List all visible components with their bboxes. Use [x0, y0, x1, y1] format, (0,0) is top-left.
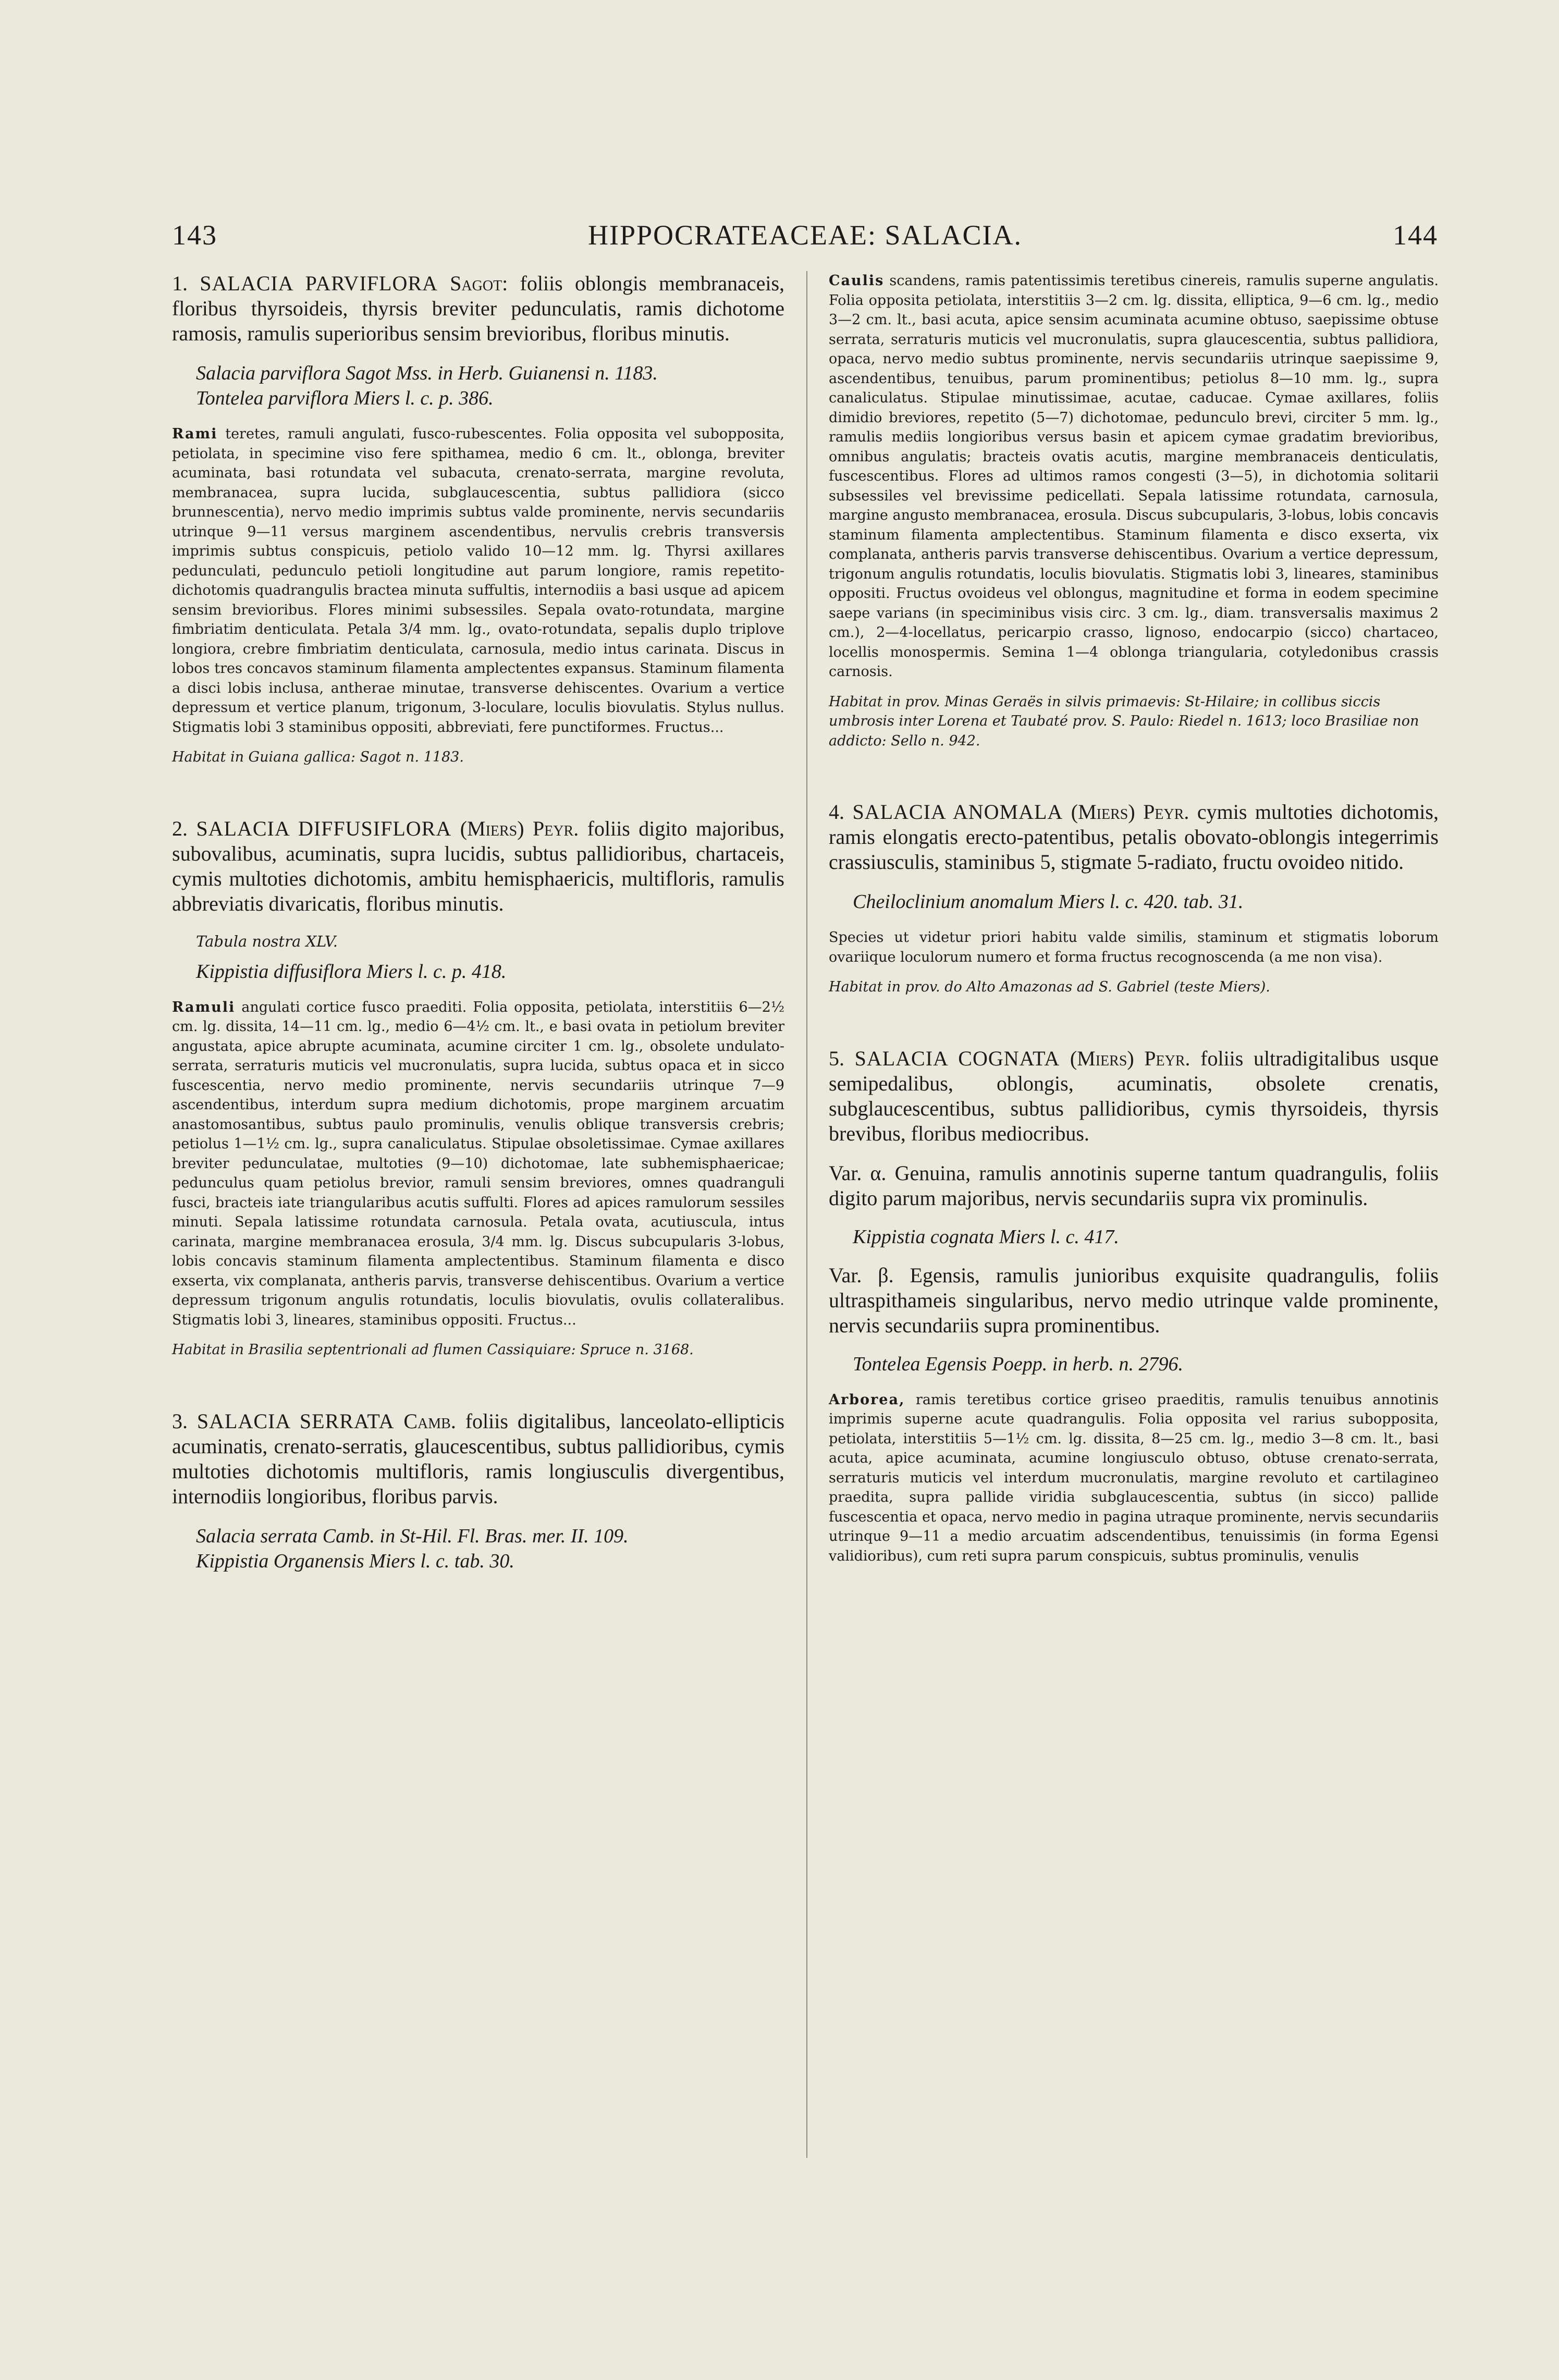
column-divider	[806, 271, 807, 2158]
habitat: Habitat in prov. Minas Geraës in silvis primaevis: St-Hilaire; in collibus siccis umbrosis inter Lorena et Taubaté prov. S. Paulo: Riedel n. 1613; loco Brasiliae non addicto: Sello n. 942.	[829, 693, 1419, 749]
variety-alpha: Var. α. Genuina, ramulis annotinis superne tantum quadrangulis, foliis digito parum majoribus, nervis secundariis supra vix prominulis.	[829, 1161, 1439, 1210]
species-diagnosis: foliis digitalibus, lanceolato-ellipticis acuminatis, crenato-serratis, glaucescentibus, subtus pallidioribus, cymis multoties dichotomis multifloris, ramis longiusculis divergentibus, internodiis longioribus, floribus parvis.	[172, 1409, 785, 1508]
species-author: (Miers) Peyr.	[1070, 1046, 1190, 1070]
species-5	[829, 1046, 1439, 1566]
description	[172, 424, 784, 737]
species-number: 1.	[172, 272, 188, 295]
species-heading	[829, 1046, 1439, 1146]
synonym-reference: Kippistia cognata Miers l. c. 417.	[853, 1225, 1119, 1248]
synonym-reference: Cheiloclinium anomalum Miers l. c. 420. tab. 31.	[853, 891, 1244, 913]
running-title: HIPPOCRATEACEAE: SALACIA.	[587, 219, 1023, 251]
species-diagnosis: foliis ultradigitalibus usque semipedalibus, oblongis, acuminatis, obsolete crenatis, subglaucescentibus, subtus pallidioribus, cymis thyrsoideis, thyrsis brevibus, floribus mediocribus.	[829, 1046, 1439, 1145]
description-lead: Caulis	[829, 273, 885, 289]
species-name: SALACIA PARVIFLORA	[200, 272, 438, 295]
description	[172, 998, 784, 1330]
synonym-reference: Tontelea Egensis Poepp. in herb. n. 2796.	[853, 1353, 1183, 1375]
description	[829, 271, 1439, 682]
species-3-continued	[829, 271, 1439, 751]
species-author: Camb.	[403, 1409, 456, 1433]
species-name: SALACIA COGNATA	[854, 1046, 1060, 1070]
species-author: (Miers) Peyr.	[460, 816, 579, 840]
description-lead: Ramuli	[172, 999, 236, 1015]
species-diagnosis: cymis multoties dichotomis, ramis elongatis erecto-patentibus, petalis obovato-oblongis integerrimis crassiusculis, staminibus 5, stigmate 5-radiato, fructu ovoideo nitido.	[829, 800, 1439, 874]
description-text: teretes, ramuli angulati, fusco-rubescentes. Folia opposita vel subopposita, petiolata, in specimine viso fere spithamea, medio 6 cm. lt., oblonga, breviter acuminata, basi rotundata vel subacuta, crenato-serrata, margine revoluta, membranacea, supra lucida, subglaucescentia, subtus pallidiora (sicco brunnescentia), nervo medio imprimis subtus valde prominente, nervis secundariis utrinque 9—11 versus marginem ascendentibus, nervulis crebris transversis imprimis subtus conspicuis, petiolo valido 10—12 mm. lg. Thyrsi axillares pedunculati, pedunculo petioli longitudine aut parum longiore, ramis repetito-dichotomis quadrangulis bractea minuta suffultis, internodiis a basi usque ad apicem sensim brevioribus. Flores minimi subsessiles. Sepala ovato-rotundata, margine fimbriatim denticulata. Petala 3/4 mm. lg., ovato-rotundata, sepalis duplo triplove longiora, crebre fimbriatim denticulata, carnosula, medio intus carinata. Discus in lobos tres concavos staminum filamenta amplectentes expansus. Staminum filamenta a disci lobis inclusa, antherae minutae, transverse dehiscentes. Ovarium a vertice depressum et vertice planum, trigonum, 3-loculare, loculis biovulatis. Stylus nullus. Stigmatis lobi 3 staminibus oppositi, abbreviati, fere punctiformes. Fructus...	[172, 426, 784, 735]
species-2	[172, 816, 784, 1360]
spacer	[172, 786, 784, 816]
left-column	[172, 271, 784, 1592]
species-diagnosis: : foliis oblongis membranaceis, floribus thyrsoideis, thyrsis breviter pedunculatis, ramis dichotome ramosis, ramulis superioribus sensim brevioribus, floribus minutis.	[172, 272, 785, 345]
species-author: Sagot	[450, 272, 502, 295]
synonym-reference: Kippistia diffusiflora Miers l. c. p. 418.	[196, 960, 507, 983]
running-head	[172, 219, 1438, 255]
species-4	[829, 800, 1439, 997]
species-number: 3.	[172, 1409, 188, 1433]
synonymy	[829, 889, 1439, 914]
spacer	[829, 769, 1439, 800]
species-number: 4.	[829, 800, 844, 824]
species-author: (Miers) Peyr.	[1071, 800, 1189, 824]
species-diagnosis: foliis digito majoribus, subovalibus, acuminatis, supra lucidis, subtus pallidioribus, chartaceis, cymis multoties dichotomis, ambitu hemisphaericis, multifloris, ramulis abbreviatis divaricatis, floribus minutis.	[172, 816, 785, 915]
species-1	[172, 271, 784, 767]
variety-beta: Var. β. Egensis, ramulis junioribus exquisite quadrangulis, foliis ultraspithameis singularibus, nervo medio utrinque valde prominente, nervis secundariis supra prominentibus.	[829, 1263, 1439, 1337]
habitat: Habitat in prov. do Alto Amazonas ad S. Gabriel (teste Miers).	[829, 979, 1270, 995]
description-text: scandens, ramis patentissimis teretibus cinereis, ramulis superne angulatis. Folia opposita petiolata, interstitiis 3—2 cm. lg. dissita, elliptica, 9—6 cm. lg., medio 3—2 cm. lt., basi acuta, apice sensim acuminata acumine obtuso, saepissime obtuse serrata, serraturis muticis vel mucronulatis, supra glaucescentia, subtus pallidiora, opaca, nervo medio subtus prominente, nervis secundariis utrinque saepissime 9, ascendentibus, tenuibus, parum prominentibus; petiolus 8—10 mm. lg., supra canaliculatus. Stipulae minutissimae, acutae, caducae. Cymae axillares, foliis dimidio breviores, repetito (5—7) dichotomae, pedunculo brevi, circiter 5 mm. lg., ramulis mediis longioribus versus basin et apicem cymae gradatim brevioribus, omnibus angulatis; bracteis ovatis acutis, margine membranaceis denticulatis, fuscescentibus. Flores ad ultimos ramos congesti (3—5), in dichotomia solitarii subsessiles vel brevissime pedicellati. Sepala latissime rotundata, carnosula, margine angusto membranacea, erosula. Discus subcupularis, 3-lobus, lobis concavis staminum filamenta amplectentibus. Staminum filamenta e disco exserta, vix complanata, antheris parvis transverse dehiscentibus. Ovarium a vertice depressum, trigonum angulis rotundatis, loculis biovulatis. Stigmatis lobi 3, lineares, staminibus oppositi. Fructus ovoideus vel oblongus, magnitudine et forma in eodem specimine saepe varians (in speciminibus visis circ. 3 cm. lg., diam. transversalis maximus 2 cm.), 2—4-locellatus, pericarpio crasso, lignoso, endocarpio (sicco) chartaceo, locellis monospermis. Semina 1—4 oblonga triangularia, cotyledonibus crassis carnosis.	[829, 273, 1439, 680]
description-text: angulati cortice fusco praediti. Folia opposita, petiolata, interstitiis 6—2½ cm. lg. dissita, 14—11 cm. lg., medio 6—4½ cm. lt., e basi ovata in petiolum breviter angustata, apice abrupte acuminata, acumine circiter 1 cm. lg., obsolete undulato-serrata, serraturis muticis vel mucronulatis, supra lucida, subtus opaca et in sicco fuscescentia, nervo medio prominente, nervis secundariis utrinque 7—9 ascendentibus, interdum supra medium dichotomis, prope marginem arcuatim anastomosantibus, subtus paulo prominulis, venulis oblique transversis crebris; petiolus 1—1½ cm. lg., supra canaliculatus. Stipulae obsoletissimae. Cymae axillares breviter pedunculatae, multoties (9—10) dichotomae, late subhemisphaericae; pedunculus quam petiolus brevior, ramuli sensim breviores, omnes quadranguli fusci, bracteis iate triangularibus acutis suffulti. Flores ad apices ramulorum sessiles minuti. Sepala latissime rotundata carnosula. Petala ovata, acutiuscula, intus carinata, margine membranacea erosula, 3/4 mm. lg. Discus subcupularis 3-lobus, lobis concavis staminum filamenta amplectentibus. Staminum filamenta e disco exserta, vix complanata, antheris parvis, transverse dehiscentibus. Ovarium a vertice depressum trigonum angulis rotundatis, loculis biovulatis, ovulis collateralibus. Stigmatis lobi 3, lineares, staminibus oppositi. Fructus...	[172, 999, 784, 1328]
spacer	[172, 1379, 784, 1409]
synonym-reference: Kippistia Organensis Miers l. c. tab. 30.	[196, 1550, 514, 1572]
synonymy	[829, 1352, 1439, 1377]
species-heading	[172, 816, 784, 916]
species-heading	[829, 800, 1439, 875]
synonymy	[172, 959, 784, 984]
right-column	[829, 271, 1439, 1585]
description-lead: Rami	[172, 426, 218, 442]
page-number-left: 143	[172, 219, 217, 251]
species-heading	[172, 271, 784, 346]
synonymy	[172, 1524, 784, 1574]
synonym-reference: Salacia serrata Camb. in St-Hil. Fl. Bras. mer. II. 109.	[196, 1525, 629, 1547]
plate-reference: Tabula nostra XLV.	[196, 932, 338, 950]
synonym-reference: Tontelea parviflora Miers l. c. p. 386.	[196, 387, 494, 409]
species-heading	[172, 1409, 784, 1509]
description-lead: Arborea,	[829, 1391, 905, 1408]
description	[829, 1390, 1439, 1566]
synonym-reference: Salacia parviflora Sagot Mss. in Herb. Guianensi n. 1183.	[196, 362, 658, 384]
species-name: SALACIA DIFFUSIFLORA	[196, 816, 452, 840]
species-number: 2.	[172, 816, 188, 840]
page-number-right: 144	[1393, 219, 1438, 251]
synonymy	[172, 361, 784, 411]
species-3	[172, 1409, 784, 1574]
description: Species ut videtur priori habitu valde similis, staminum et stigmatis loborum ovariique loculorum numero et forma fructus recognoscenda (a me non visa).	[829, 929, 1439, 965]
species-name: SALACIA SERRATA	[197, 1409, 395, 1433]
habitat: Habitat in Brasilia septentrionali ad flumen Cassiquiare: Spruce n. 3168.	[172, 1342, 694, 1358]
description-text: ramis teretibus cortice griseo praeditis, ramulis tenuibus annotinis imprimis superne acute quadrangulis. Folia opposita vel rarius subopposita, petiolata, interstitiis 5—1½ cm. lg. dissita, 8—25 cm. lg., medio 3—8 cm. lt., basi acuta, apice acuminata, acumine longiusculo obtuso, obtuse crenato-serrata, serraturis muticis vel interdum mucronulatis, margine revoluto et cartilagineo praedita, supra pallide viridia subglaucescentia, subtus (in sicco) pallide fuscescentia et opaca, nervo medio in pagina utraque prominente, nervis secundariis utrinque 9—11 a medio arcuatim adscendentibus, tenuissimis (in forma Egensi validioribus), cum reti supra parum conspicuis, subtus prominulis, venulis	[829, 1391, 1439, 1564]
habitat: Habitat in Guiana gallica: Sagot n. 1183.	[172, 749, 464, 765]
species-name: SALACIA ANOMALA	[852, 800, 1063, 824]
spacer	[829, 1016, 1439, 1046]
species-number: 5.	[829, 1046, 844, 1070]
synonymy	[829, 1224, 1439, 1249]
